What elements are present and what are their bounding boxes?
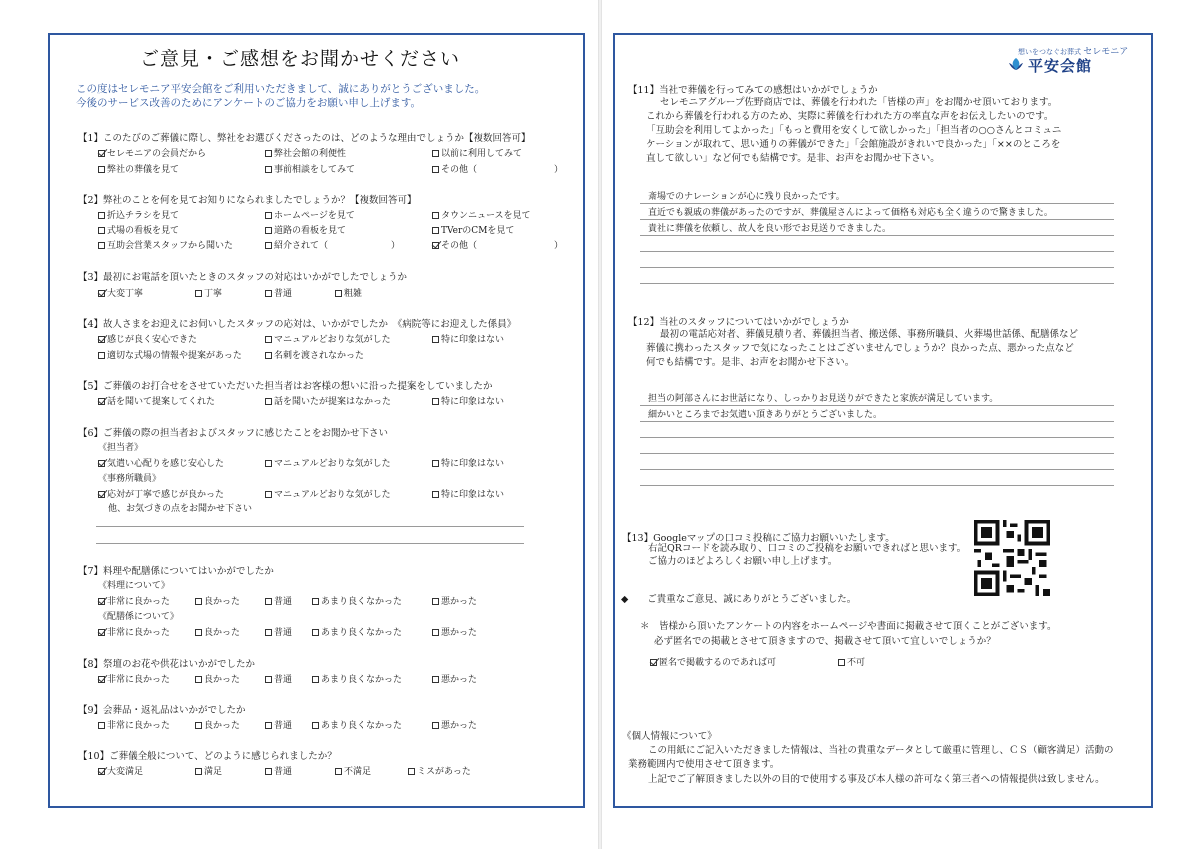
answer-line[interactable] [640, 267, 1114, 268]
q8-option[interactable]: あまり良くなかった [312, 672, 402, 685]
question-7: 【7】料理や配膳係についてはいかがでしたか [78, 566, 274, 577]
q13-description: 右記QRコードを読み取り、口コミのご投稿をお願いできればと思います。 ご協力のほどよろしくお願い申し上げます。 [648, 543, 967, 567]
question-9: 【9】会葬品・返礼品はいかがでしたか [78, 705, 246, 716]
checkbox-icon[interactable] [265, 212, 272, 219]
checkbox-icon[interactable] [98, 290, 105, 297]
answer-line[interactable] [96, 543, 524, 544]
q7-option[interactable]: 悪かった [432, 594, 477, 607]
checkbox-icon[interactable] [432, 166, 439, 173]
checkbox-icon[interactable] [98, 722, 105, 729]
q3-option[interactable]: 粗雑 [335, 286, 362, 299]
privacy-heading: 《個人情報について》 [622, 731, 717, 742]
checkbox-icon[interactable] [98, 352, 105, 359]
q7-option[interactable]: 良かった [195, 594, 240, 607]
checkbox-icon[interactable] [432, 150, 439, 157]
publish-option[interactable]: 匿名で掲載するのであれば可 [650, 655, 776, 668]
checkbox-icon[interactable] [265, 242, 272, 249]
checkbox-icon[interactable] [195, 676, 202, 683]
checkbox-icon[interactable] [195, 290, 202, 297]
q2-referral-close: ） [391, 241, 401, 251]
checkbox-icon[interactable] [98, 768, 105, 775]
checkbox-icon[interactable] [408, 768, 415, 775]
q11-answer: 直近でも親戚の葬儀があったのですが、葬儀屋さんによって価格も対応も全く違うので驚きました。 [648, 208, 1053, 218]
checkbox-icon[interactable] [265, 676, 272, 683]
q7-option[interactable]: 普通 [265, 625, 292, 638]
checkbox-icon[interactable] [312, 598, 319, 605]
company-logo: 想いをつなぐお葬式 セレモニア 平安会館 [1008, 44, 1148, 78]
q11-answer: 斎場でのナレーションが心に残り良かったです。 [648, 192, 845, 202]
q2-option[interactable]: タウンニュースを見て [432, 208, 531, 221]
answer-line[interactable] [640, 405, 1114, 406]
q7-sub-food: 《料理について》 [98, 581, 170, 591]
q1-option[interactable]: セレモニアの会員だから [98, 146, 206, 159]
answer-line[interactable] [640, 453, 1114, 454]
q1-option[interactable]: その他（ [432, 162, 477, 175]
q9-option[interactable]: 普通 [265, 718, 292, 731]
q4-option[interactable]: マニュアルどおりな気がした [265, 332, 391, 345]
q6-option[interactable]: 特に印象はない [432, 487, 504, 500]
q2-option[interactable]: その他（ [432, 238, 477, 251]
question-11: 【11】当社で葬儀を行ってみての感想はいかがでしょうか [628, 85, 878, 96]
q11-answer: 貴社に葬儀を依頼し、故人を良い形でお見送りできました。 [648, 224, 892, 234]
q6-option[interactable]: 応対が丁寧で感じが良かった [98, 487, 224, 500]
answer-line[interactable] [640, 437, 1114, 438]
checkbox-icon[interactable] [98, 491, 105, 498]
checkbox-icon[interactable] [432, 722, 439, 729]
qr-code-icon[interactable] [972, 520, 1052, 596]
q2-other-close: ） [554, 241, 564, 251]
q7-option[interactable]: あまり良くなかった [312, 594, 402, 607]
checkbox-icon[interactable] [432, 242, 439, 249]
q1-option[interactable]: 弊社会館の利便性 [265, 146, 346, 159]
q6-option[interactable]: マニュアルどおりな気がした [265, 456, 391, 469]
answer-line[interactable] [640, 485, 1114, 486]
q7-option[interactable]: 普通 [265, 594, 292, 607]
q8-option[interactable]: 悪かった [432, 672, 477, 685]
q2-option[interactable]: 式場の看板を見て [98, 223, 179, 236]
q7-option[interactable]: あまり良くなかった [312, 625, 402, 638]
checkbox-icon[interactable] [265, 336, 272, 343]
question-3: 【3】最初にお電話を頂いたときのスタッフの対応はいかがでしたでしょうか [78, 272, 408, 283]
checkbox-icon[interactable] [432, 491, 439, 498]
checkbox-icon[interactable] [312, 629, 319, 636]
checkbox-icon[interactable] [265, 722, 272, 729]
q2-option[interactable]: 紹介されて（ [265, 238, 328, 251]
q2-option[interactable]: 折込チラシを見て [98, 208, 179, 221]
answer-line[interactable] [640, 283, 1114, 284]
publish-option[interactable]: 不可 [838, 655, 865, 668]
privacy-text: 上記でご了解頂きました以外の目的で使用する事及び本人様の許可なく第三者への情報提供は致しません。 [648, 774, 1105, 785]
q4-option[interactable]: 適切な式場の情報や提案があった [98, 348, 242, 361]
answer-line[interactable] [640, 235, 1114, 236]
checkbox-icon[interactable] [98, 242, 105, 249]
answer-line[interactable] [640, 421, 1114, 422]
q7-option[interactable]: 非常に良かった [98, 625, 170, 638]
q2-option[interactable]: 互助会営業スタッフから聞いた [98, 238, 233, 251]
checkbox-icon[interactable] [265, 352, 272, 359]
checkbox-icon[interactable] [432, 398, 439, 405]
q10-option[interactable]: 大変満足 [98, 764, 143, 777]
checkbox-icon[interactable] [432, 227, 439, 234]
checkbox-icon[interactable] [98, 166, 105, 173]
lotus-icon [1008, 56, 1024, 72]
checkbox-icon[interactable] [265, 598, 272, 605]
q7-option[interactable]: 悪かった [432, 625, 477, 638]
q6-option[interactable]: マニュアルどおりな気がした [265, 487, 391, 500]
checkbox-icon[interactable] [432, 212, 439, 219]
q1-other-close: ） [554, 165, 564, 175]
checkbox-icon[interactable] [98, 150, 105, 157]
q3-option[interactable]: 大変丁寧 [98, 286, 143, 299]
q12-answer: 担当の阿部さんにお世話になり、しっかりお見送りができたと家族が満足しています。 [648, 394, 999, 404]
q10-option[interactable]: ミスがあった [408, 764, 471, 777]
thanks-message: ◆ ご貴重なご意見、誠にありがとうございました。 [621, 594, 857, 605]
q6-option[interactable]: 特に印象はない [432, 456, 504, 469]
q6-sub-staff: 《担当者》 [98, 443, 144, 453]
checkbox-icon[interactable] [432, 598, 439, 605]
checkbox-icon[interactable] [432, 676, 439, 683]
checkbox-icon[interactable] [195, 722, 202, 729]
q9-option[interactable]: 良かった [195, 718, 240, 731]
checkbox-icon[interactable] [98, 227, 105, 234]
checkbox-icon[interactable] [432, 629, 439, 636]
privacy-text: この用紙にご記入いただきました情報は、当社の貴重なデータとして厳重に管理し、ＣＳ（顧客満足）活動の [648, 745, 1114, 756]
q11-description: セレモニアグループ佐野商店では、葬儀を行われた「皆様の声」をお聞かせ頂いております。 [660, 97, 1058, 108]
privacy-text: 業務範囲内で使用させて頂きます。 [628, 759, 780, 770]
q6-other-prompt: 他、お気づきの点をお聞かせ下さい [108, 504, 253, 514]
checkbox-icon[interactable] [98, 598, 105, 605]
q1-option[interactable]: 事前相談をしてみて [265, 162, 355, 175]
q6-option[interactable]: 気遣い心配りを感じ安心した [98, 456, 224, 469]
q5-option[interactable]: 話を聞いたが提案はなかった [265, 394, 391, 407]
checkbox-icon[interactable] [195, 768, 202, 775]
question-4: 【4】故人さまをお迎えにお伺いしたスタッフの応対は、いかがでしたか 《病院等にお迎えした係員》 [78, 319, 517, 330]
checkbox-icon[interactable] [265, 460, 272, 467]
question-5: 【5】ご葬儀のお打合せをさせていただいた担当者はお客様の想いに沿った提案をしていましたか [78, 381, 493, 392]
q4-option[interactable]: 特に印象はない [432, 332, 504, 345]
question-8: 【8】祭壇のお花や供花はいかがでしたか [78, 659, 256, 670]
checkbox-icon[interactable] [98, 676, 105, 683]
q12-description: 葬儀に携わったスタッフで気になったことはございませんでしょうか？良かった点、悪かった点など 何でも結構です。是非、お声をお聞かせ下さい。 [646, 343, 1074, 368]
checkbox-icon[interactable] [98, 336, 105, 343]
checkbox-icon[interactable] [195, 598, 202, 605]
checkbox-icon[interactable] [98, 629, 105, 636]
checkbox-icon[interactable] [312, 676, 319, 683]
checkbox-icon[interactable] [265, 491, 272, 498]
question-1: 【1】このたびのご葬儀に際し、弊社をお選びくださったのは、どのような理由でしょうか【複数回答可】 [78, 133, 531, 144]
question-6: 【6】ご葬儀の際の担当者およびスタッフに感じたことをお聞かせ下さい [78, 428, 389, 439]
q8-option[interactable]: 普通 [265, 672, 292, 685]
checkbox-icon[interactable] [838, 659, 845, 666]
publish-notice: ＊ 皆様から頂いたアンケートの内容をホームページや書面に掲載させて頂くことがございます。 [640, 621, 1057, 632]
q10-option[interactable]: 普通 [265, 764, 292, 777]
q9-option[interactable]: 悪かった [432, 718, 477, 731]
q1-option[interactable]: 以前に利用してみて [432, 146, 522, 159]
question-12: 【12】当社のスタッフについてはいかがでしょうか [628, 317, 849, 328]
checkbox-icon[interactable] [265, 629, 272, 636]
q4-option[interactable]: 名刺を渡されなかった [265, 348, 364, 361]
checkbox-icon[interactable] [335, 290, 342, 297]
page-fold [598, 0, 602, 849]
checkbox-icon[interactable] [98, 398, 105, 405]
q10-option[interactable]: 不満足 [335, 764, 371, 777]
intro-text: この度はセレモニア平安会館をご利用いただきまして、誠にありがとうございました。 今後のサービス改善のためにアンケートのご協力をお願い申し上げます。 [76, 83, 486, 109]
checkbox-icon[interactable] [335, 768, 342, 775]
q11-description: これから葬儀を行われる方のため、実際に葬儀を行われた方の率直な声をお伝えしたいのです。 「互助会を利用してよかった」「もっと費用を安くして欲しかった」「担当者の○○さんとコミュニ ケーションが取れて、思い通りの葬儀ができた」「会館施設がきれいで良かった」「××のところを 直して欲しい」など何でも結構です。是非、お声をお聞かせ下さい。 [646, 111, 1062, 164]
q5-option[interactable]: 話を聞いて提案してくれた [98, 394, 215, 407]
checkbox-icon[interactable] [432, 460, 439, 467]
q8-option[interactable]: 良かった [195, 672, 240, 685]
answer-line[interactable] [640, 219, 1114, 220]
question-13: 【13】Googleマップの口コミ投稿にご協力お願いいたします。 [622, 533, 895, 544]
q10-option[interactable]: 満足 [195, 764, 222, 777]
q1-option[interactable]: 弊社の葬儀を見て [98, 162, 179, 175]
checkbox-icon[interactable] [98, 212, 105, 219]
q3-option[interactable]: 丁寧 [195, 286, 222, 299]
q4-option[interactable]: 感じが良く安心できた [98, 332, 197, 345]
answer-line[interactable] [640, 469, 1114, 470]
checkbox-icon[interactable] [265, 768, 272, 775]
checkbox-icon[interactable] [98, 460, 105, 467]
checkbox-icon[interactable] [195, 629, 202, 636]
answer-line[interactable] [96, 526, 524, 527]
answer-line[interactable] [640, 203, 1114, 204]
answer-line[interactable] [640, 251, 1114, 252]
checkbox-icon[interactable] [265, 150, 272, 157]
q6-sub-office: 《事務所職員》 [98, 474, 162, 484]
checkbox-icon[interactable] [265, 227, 272, 234]
checkbox-icon[interactable] [312, 722, 319, 729]
q5-option[interactable]: 特に印象はない [432, 394, 504, 407]
q7-option[interactable]: 良かった [195, 625, 240, 638]
q7-sub-serving: 《配膳係について》 [98, 612, 179, 622]
checkbox-icon[interactable] [650, 659, 657, 666]
checkbox-icon[interactable] [265, 166, 272, 173]
q12-answer: 細かいところまでお気遣い頂きありがとうございました。 [648, 410, 883, 420]
q9-option[interactable]: あまり良くなかった [312, 718, 402, 731]
q2-option[interactable]: TVerのCMを見て [432, 223, 514, 236]
q7-option[interactable]: 非常に良かった [98, 594, 170, 607]
q2-option[interactable]: ホームページを見て [265, 208, 355, 221]
publish-notice: 必ず匿名での掲載とさせて頂きますので、掲載させて頂いて宜しいでしょうか？ [654, 636, 996, 647]
q2-option[interactable]: 道路の看板を見て [265, 223, 346, 236]
q12-description: 最初の電話応対者、葬儀見積り者、葬儀担当者、搬送係、事務所職員、火葬場世話係、配膳係など [660, 329, 1079, 340]
checkbox-icon[interactable] [432, 336, 439, 343]
checkbox-icon[interactable] [265, 398, 272, 405]
page-title: ご意見・ご感想をお聞かせください [140, 48, 461, 70]
question-2: 【2】弊社のことを何を見てお知りになられましたでしょうか？【複数回答可】 [78, 195, 417, 206]
checkbox-icon[interactable] [265, 290, 272, 297]
q3-option[interactable]: 普通 [265, 286, 292, 299]
q9-option[interactable]: 非常に良かった [98, 718, 170, 731]
question-10: 【10】ご葬儀全般について、どのように感じられましたか？ [78, 751, 337, 762]
q8-option[interactable]: 非常に良かった [98, 672, 170, 685]
